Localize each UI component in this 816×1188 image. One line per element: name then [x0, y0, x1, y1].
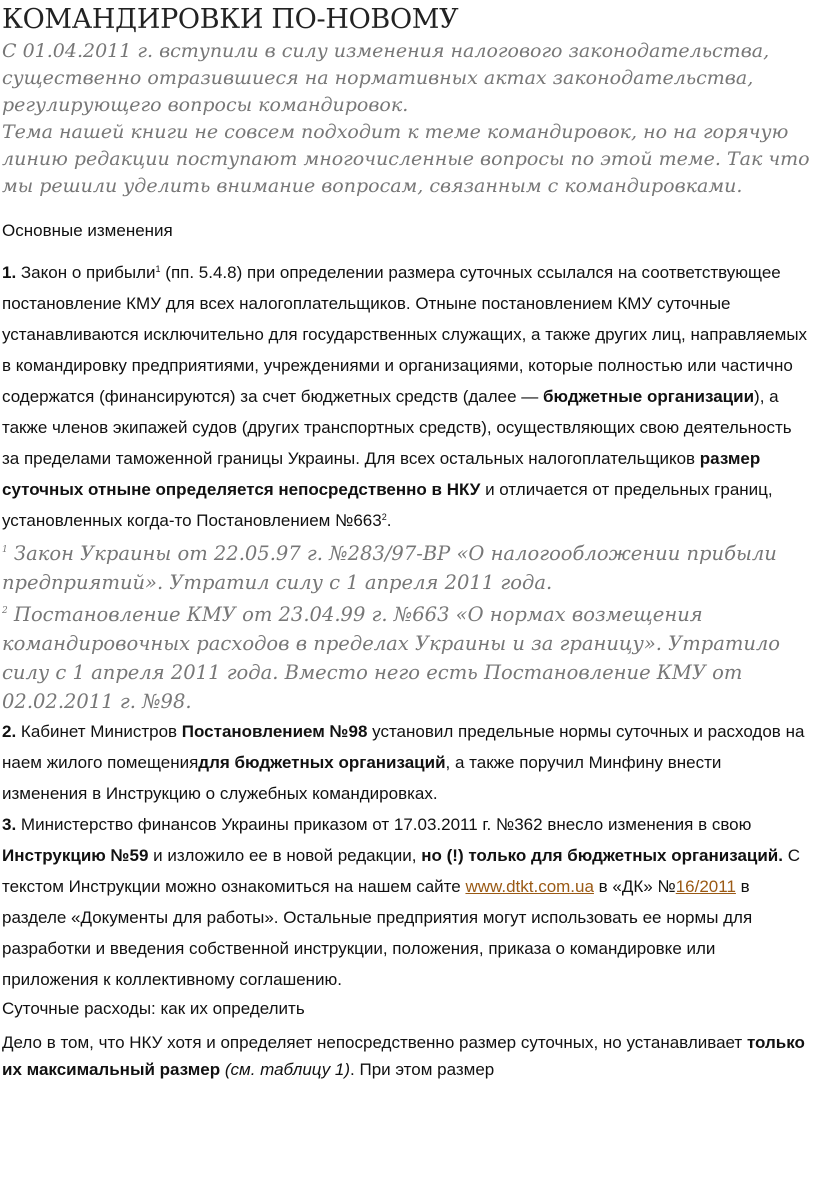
item-2-paragraph [2, 716, 810, 809]
item-2-bold-b: для бюджетных организаций [198, 753, 446, 772]
item-3-bold-b: но (!) только для бюджетных организаций. [421, 846, 783, 865]
item-2-bold-a: Постановлением №98 [181, 722, 368, 741]
footnote-1-text: Закон Украины от 22.05.97 г. №283/97-ВР «О налогообложении прибыли предприятий». Утратил силу с 1 апреля 2011 года. [2, 542, 777, 594]
item-2-text-b: установил предельные нормы суточных и расходов на наем жилого помещения [2, 722, 805, 772]
footnote-1 [2, 536, 810, 597]
item-4-bold-a: только их максимальный размер [2, 1033, 805, 1079]
document-page [0, 2, 816, 1083]
site-link[interactable]: www.dtkt.com.ua [465, 877, 594, 896]
item-3-text-a: Министерство финансов Украины приказом от 17.03.2011 г. №362 внесло изменения в свою [16, 815, 752, 834]
item-2-text-c: , а также поручил Минфину внести изменения в Инструкцию о служебных командировках. [2, 753, 722, 803]
issue-link[interactable]: 16/2011 [675, 877, 736, 896]
intro-paragraph-2: Тема нашей книги не совсем подходит к теме командировок, но на горячую линию редакции поступают многочисленные вопросы по этой теме. Так что мы решили уделить внимание вопросам, связанным с командировками. [2, 121, 810, 197]
item-1-number: 1. [2, 263, 17, 282]
item-1-text-b: (пп. 5.4.8) при определении размера суточных ссылался на соответствующее постановление КМУ для всех налогоплательщиков. Отныне постановлением КМУ суточные устанавливаются исключительно для государственных служащих, а также других лиц, направляемых в командировку предприятиями, учреждениями и организациями, которые полностью или частично содержатся (финансируются) за счет бюджетных средств (далее — [2, 263, 808, 406]
item-4-paragraph [2, 1029, 810, 1083]
item-1-text-a: Закон о прибыли [16, 263, 156, 282]
item-3-text-c: С текстом Инструкции можно ознакомиться на нашем сайте [2, 846, 800, 896]
item-3-number: 3. [2, 815, 17, 834]
footnote-1-mark: 1 [2, 545, 8, 555]
section-heading-daily-allowance: Суточные расходы: как их определить [2, 999, 305, 1018]
item-1-paragraph [2, 257, 810, 536]
item-3-bold-a: Инструкцию №59 [2, 846, 149, 865]
item-3-text-b: и изложило ее в новой редакции, [148, 846, 422, 865]
footnote-2-mark: 2 [2, 606, 8, 616]
footnote-2 [2, 597, 810, 716]
item-2-number: 2. [2, 722, 17, 741]
item-1-text-c: ), а также членов экипажей судов (других транспортных средств), осуществляющих свою деятельность за пределами таможенной границы Украины. Для всех остальных налогоплательщиков [2, 387, 792, 468]
item-4-text-a: Дело в том, что НКУ хотя и определяет непосредственно размер суточных, но устанавливает [2, 1033, 747, 1052]
footnote-2-text: Постановление КМУ от 23.04.99 г. №663 «О нормах возмещения командировочных расходов в пределах Украины и за границу». Утратило силу с 1 апреля 2011 года. Вместо него есть Постановление КМУ от 02.02.2011 г. №98. [2, 603, 781, 713]
item-4-table-ref: (см. таблицу 1) [224, 1060, 351, 1079]
item-2-text-a: Кабинет Министров [16, 722, 182, 741]
item-1-text-d: и отличается от предельных границ, установленных когда-то Постановлением №663 [2, 480, 773, 530]
item-3-text-d: в «ДК» № [593, 877, 676, 896]
item-4-text-c: . При этом размер [350, 1060, 495, 1079]
item-1-text-e: . [386, 511, 392, 530]
footnote-ref-2[interactable]: 2 [381, 512, 387, 522]
page-title: КОМАНДИРОВКИ ПО-НОВОМУ [2, 4, 459, 35]
item-3-paragraph [2, 809, 810, 995]
item-1-bold-a: бюджетные организации [543, 387, 755, 406]
item-3-text-e: в разделе «Документы для работы». Остальные предприятия могут использовать ее нормы для разработки и введения собственной инструкции, положения, приказа о командировке или приложения к коллективному соглашению. [2, 877, 753, 989]
footnote-ref-1[interactable]: 1 [155, 264, 161, 274]
item-1-bold-b: размер суточных отныне определяется непосредственно в НКУ [2, 449, 761, 499]
intro-paragraph-1: С 01.04.2011 г. вступили в силу изменения налогового законодательства, существенно отразившиеся на нормативных актах законодательства, регулирующего вопросы командировок. [2, 40, 770, 116]
section-heading-main-changes: Основные изменения [2, 221, 173, 240]
